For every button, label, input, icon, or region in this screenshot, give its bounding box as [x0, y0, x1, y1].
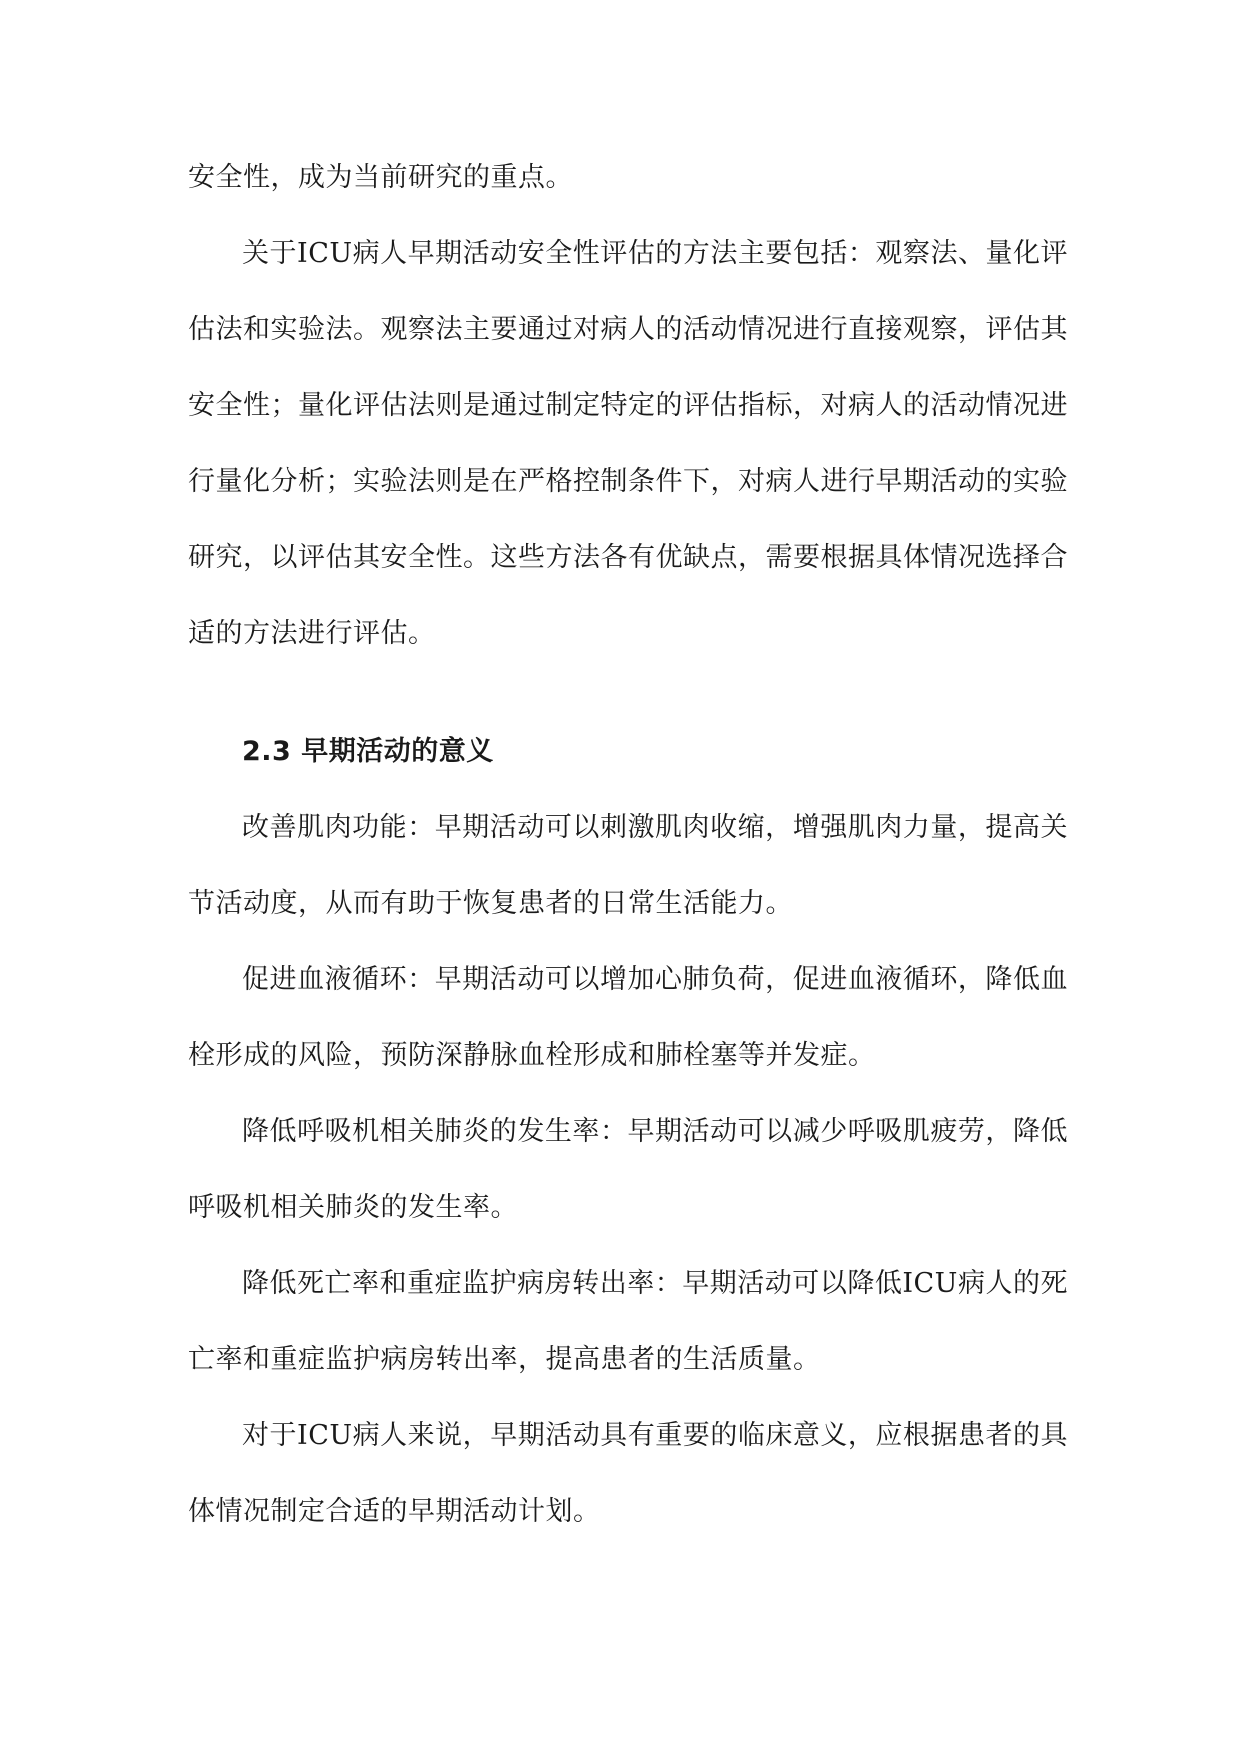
paragraph-continuation: 安全性，成为当前研究的重点。	[188, 162, 573, 193]
section-heading: 2.3 早期活动的意义	[242, 736, 494, 767]
paragraph-muscle-function: 改善肌肉功能：早期活动可以刺激肌肉收缩，增强肌肉力量，提高关节活动度，从而有助于恢复患者的日常生活能力。	[188, 812, 1068, 919]
document-body	[188, 140, 1068, 1550]
paragraph-conclusion: 对于ICU病人来说，早期活动具有重要的临床意义，应根据患者的具体情况制定合适的早期活动计划。	[188, 1420, 1068, 1527]
paragraph-mortality: 降低死亡率和重症监护病房转出率：早期活动可以降低ICU病人的死亡率和重症监护病房转出率，提高患者的生活质量。	[188, 1268, 1068, 1375]
paragraph-assessment-methods: 关于ICU病人早期活动安全性评估的方法主要包括：观察法、量化评估法和实验法。观察法主要通过对病人的活动情况进行直接观察，评估其安全性；量化评估法则是通过制定特定的评估指标，对病人的活动情况进行量化分析；实验法则是在严格控制条件下，对病人进行早期活动的实验研究，以评估其安全性。这些方法各有优缺点，需要根据具体情况选择合适的方法进行评估。	[188, 238, 1068, 649]
paragraph-ventilator-pneumonia: 降低呼吸机相关肺炎的发生率：早期活动可以减少呼吸肌疲劳，降低呼吸机相关肺炎的发生率。	[188, 1116, 1068, 1223]
paragraph-blood-circulation: 促进血液循环：早期活动可以增加心肺负荷，促进血液循环，降低血栓形成的风险，预防深静脉血栓形成和肺栓塞等并发症。	[188, 964, 1068, 1071]
